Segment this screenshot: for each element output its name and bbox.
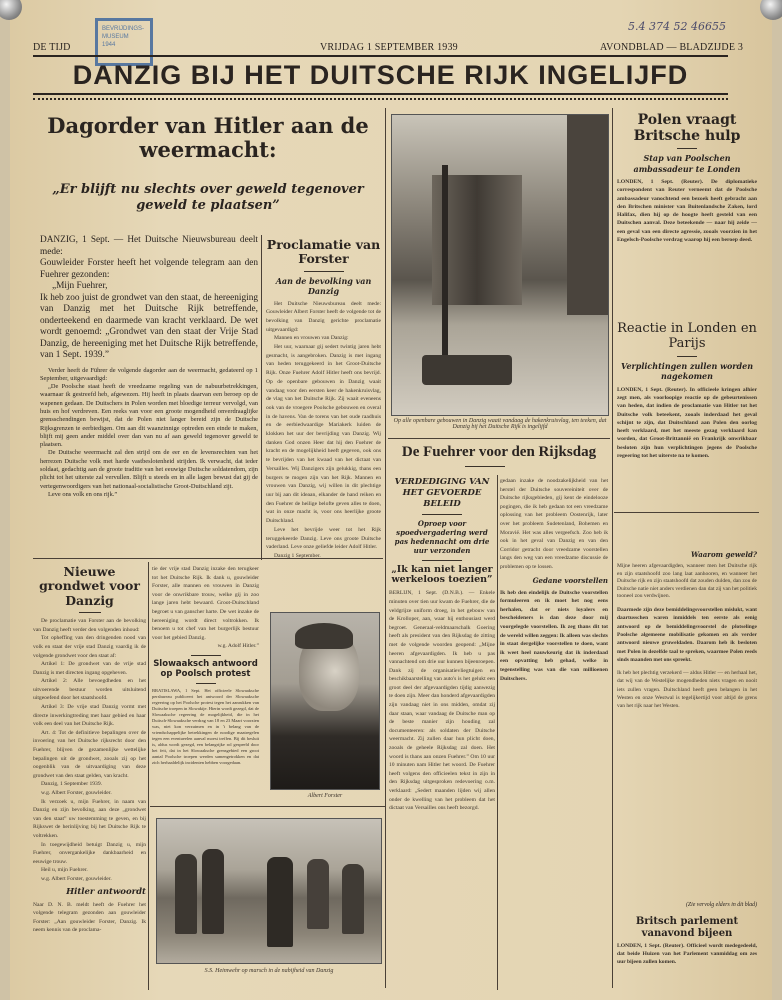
divider bbox=[150, 806, 385, 807]
grondwet-title: Nieuwe grondwet voor Danzig bbox=[39, 565, 140, 608]
body-text: Danzig 1 September. bbox=[274, 552, 321, 559]
body-text: BERLIJN, 1 Sept. (D.N.B.). — Enkele minuten over tien uur kwam de Fuehrer, die de veldgrijze uniform droeg, in het gebouw van de Krolloper, aan, waar hij enthousiast werd begroet. Generaal-veldmaarschalk Goering heeft als president van den Rijksdag de zitting met de volgende woorden geopend: „Mijne heeren afgevaardigden. Ik heb u pas vannachtend om drie uur kunnen bijeenroepen. Dank zij de organisatievliegtuigen en beschikbaarstelling van auto's is het gelukt een groot deel der afgevaardigden tijdig aanwezig te doen zijn. Meer dan honderd afgevaardigden zijn vandaag niet in ons midden, omdat zij daar staan, waar vandaag de Duitsche man op de beste manier zijn houding zal documenteeren: als soldaten der Duitsche weermacht. Zij zullen daar hun plicht doen, zooals de geheele Rijksdag zal doen. Het woord is thans aan onzen Fuehrer.” Om 10 uur 10 minuten nam Hitler het woord. De Fuehrer heeft volgens den officieelen tekst in zijn in den Rijksdag uitgesproken redevoering o.m. verklaard: „Sedert maanden lijden wij allen onder de kwelling van het probleem dat het dictaat van Versailles ons heeft bezorgd. bbox=[389, 590, 495, 812]
body-text: Leve ons volk en ons rijk.” bbox=[48, 490, 118, 498]
body-text: Artikel 3: De vrije stad Danzig vormt met directe inwerkingtreding met haar gebied en haar volk een deel van het Duitsche Rijk. bbox=[33, 704, 146, 728]
parlement-title: Britsch parlement vanavond bijeen bbox=[635, 916, 739, 939]
body-text: Ik verzoek u, mijn Fuehrer, in naam van Danzig en zijn bevolking, aan deze „grondwet van den staat” uw toestemming te geven, en bij Rijkswet de herinlijving bij het Duitsche Rijk te voltrekken. bbox=[33, 798, 146, 839]
rijksdag-quote-heading: „Ik kan niet langer werkeloos toezien” bbox=[391, 563, 493, 586]
proclamatie-title: Proclamatie van Forster bbox=[266, 237, 381, 267]
antwoord-continuation bbox=[152, 565, 259, 773]
divider bbox=[614, 512, 759, 513]
body-text: In toegewijdheid betuigt Danzig u, mijn Fuehrer, onvergankelijke dankbaarheid en eeuwige trouw. bbox=[33, 841, 146, 865]
dagorder-subtitle: „Er blijft nu slechts over geweld tegenover geweld te plaatsen” bbox=[52, 182, 364, 214]
body-text: Verder heeft de Führer de volgende dagorder aan de weermacht, gedateerd op 1 September, uitgevaardigd: bbox=[40, 366, 258, 382]
divider bbox=[33, 558, 383, 559]
main-headline: DANZIG BIJ HET DUITSCHE RIJK INGELIJFD bbox=[72, 60, 689, 90]
albert-forster-portrait-photo bbox=[270, 612, 380, 790]
body-text: De Duitsche weermacht zal den strijd om de eer en de levensrechten van het herrezen Duitsche volk met harde vastbeslotenheid strijden. Ik verwacht, dat ieder soldaat, gedachtig aan de groote traditie van het eeuwige Duitsche soldatendom, zijn plicht tot het uiterste zal vervullen. Blijft u steeds en in alle lagen bewust dat gij de vertegenwoordigers van het nationaal-socialistische Groot-Duitschland zijt. bbox=[40, 449, 258, 490]
body-text: gedaan inzake de noodzakelijkheid van het herstel der Duitsche souvereiniteit over de Duitsche rijksgebieden, gij kent de eindelooze pogingen, die ik heb gedaan tot een vreedzame oplossing van het probleem Oostenrijk, later over het probleem Sudetenland, Bohemen en Moravië. Het was alles vergeefsch. Zoo heb ik ook in het geval van Danzig en van den Corridor getracht door vreedzame voorstellen langs den weg van een vreedzame discussie de problemen op te lossen. bbox=[500, 478, 608, 570]
grondwet-article bbox=[33, 565, 146, 990]
slowaaksch-title: Slowaaksch antwoord op Poolsch protest bbox=[153, 658, 258, 679]
polen-title: Polen vraagt Britsche hulp bbox=[633, 112, 741, 145]
divider bbox=[33, 93, 728, 95]
body-text: „De Poolsche staat heeft de vreedzame regeling van de nabuurbetrekkingen, waarnaar ik gestreefd heb, afgewezen. Hij heeft in plaats daarvan een beroep op de wapenen gedaan. De Duitschers in Polen worden met bloedige terreur vervolgd, van huis en hof verdreven. Een reeks van voor een groote mogendheid onverdraaglijke grensschendingen bewijst, dat de Polen niet langer bereid zijn de Duitsche Rijksgrenzen te eerbiedigen. Om aan dit waanzinnige optreden een einde te maken, blijft mij geen ander middel over dan van nu af aan geweld tegenover geweld te plaatsen. bbox=[40, 383, 258, 449]
column-rule bbox=[385, 108, 386, 988]
polen-article bbox=[617, 112, 757, 244]
rijksdag-column-2 bbox=[500, 477, 608, 989]
body-text: Mijne heeren afgevaardigden, wanneer men het Duitsche rijk en zijn staatshoofd zoo lang laat aanhooren, en wanneer het Duitsche rijk en zijn staatshoofd dat zouden dulden, dan zou de Duitsche natie niet anders verdienen dan dat zij van het politiek tooneel zou verdwijnen. bbox=[617, 563, 757, 600]
body-text: Danzig, 1 September 1939. bbox=[41, 781, 103, 788]
body-text: Art. 4: Tot de definitieve bepalingen over de invoering van het Duitsche rijksrecht door den Fuehrer, blijven de gezamenlijke wettelijke bepalingen uit de grondwet, zooals zij op het oogenblik van de uitvaardiging van deze grondwet van den staat gelden, van kracht. bbox=[33, 729, 146, 779]
body-text: LONDEN, 1 Sept. (Reuter). De diplomatieke correspondent van Reuter verneemt dat de Poolsche ambassadeur vanochtend een bezoek heeft gebracht aan den Britschen minister van Buitenlandsche Zaken, lord Halifax, dien hij op de hoogte heeft gesteld van een Duitschen aanval. Deze beteekende — naar hij zeide — een geval van een directe agressie, zooals voorzien in het Engelsch-Poolsche verdrag waarop hij een beroep deed. bbox=[617, 178, 757, 244]
divider bbox=[388, 438, 610, 439]
lead-text: „Mijn Fuehrer, bbox=[52, 281, 108, 291]
danzig-photo-caption: Op alle openbare gebouwen in Danzig waait vandaag de hakenkruisvlag, ten teeken, dat Danzig bij het Duitsche Rijk is ingelijfd bbox=[393, 418, 607, 430]
antwoord-heading: Hitler antwoordt bbox=[66, 886, 146, 897]
column-rule bbox=[261, 235, 262, 560]
stamp-line: 1944 bbox=[102, 42, 116, 48]
signature-text: w.g. Adolf Hitler.” bbox=[217, 643, 259, 650]
lead-text: Gouwleider Forster heeft het volgende telegram aan den Fuehrer gezonden: bbox=[40, 258, 258, 280]
column-rule bbox=[497, 475, 498, 990]
danzig-street-photo bbox=[391, 114, 609, 416]
lead-text: Ik heb zoo juist de grondwet van den staat, de hereeniging van Danzig met het Duitsche Rijk betreffende, onderteekend en daarmede van kracht verklaard. De wet wordt genoemd: „Grondwet van den staat der Vrije Stad Danzig, de hereeniging met het Duitsche Rijk betreffende, van 1 Sept. 1939.” bbox=[40, 292, 258, 360]
stamp-line: BEVRIJDINGS- bbox=[102, 26, 145, 32]
divider bbox=[33, 98, 728, 100]
body-text: Artikel 2: Alle bevoegdheden en het uitvoerende bestuur worden uitsluitend uitgeoefend door het staatshoofd. bbox=[33, 678, 146, 702]
body-text: Artikel 1: De grondwet van de vrije stad Danzig is met directen ingang opgeheven. bbox=[33, 661, 146, 676]
dagorder-title: Dagorder van Hitler aan de weermacht: bbox=[47, 113, 369, 163]
issue-date: VRIJDAG 1 SEPTEMBER 1939 bbox=[320, 42, 458, 53]
edition-page: AVONDBLAD — BLADZIJDE 3 bbox=[600, 42, 744, 53]
section-heading: Gedane voorstellen bbox=[532, 575, 608, 585]
reactie-title: Reactie in Londen en Parijs bbox=[617, 321, 757, 351]
reactie-article bbox=[617, 322, 757, 460]
body-text: Tot opheffing van den dringenden nood van volk en staat der vrije stad Danzig vaardig ik de volgende grondwet voor den staat af: bbox=[33, 635, 146, 659]
divider bbox=[33, 55, 728, 57]
lead-text: DANZIG, 1 Sept. — Het Duitsche Nieuwsbureau deelt mede: bbox=[40, 235, 258, 257]
column-rule bbox=[612, 108, 613, 988]
dagorder-article bbox=[40, 235, 258, 499]
section-heading: Waarom geweld? bbox=[690, 550, 757, 559]
proclamatie-article bbox=[266, 238, 381, 608]
body-text: Heil u, mijn Fuehrer. bbox=[41, 867, 88, 874]
body-text: Leve het bevrijde weer tot het Rijk teruggekeerde Danzig. Leve ons groote Duitsche vaderland. Leve onze geliefde leider Adolf Hitler. bbox=[266, 526, 381, 551]
body-text: LONDEN, 1 Sept. (Reuter). Officieel wordt medegedeeld, dat beide Huizen van het Parlement vanmiddag om zes uur bijeen zullen komen. bbox=[617, 943, 757, 965]
reactie-subtitle: Verplichtingen zullen worden nagekomen bbox=[620, 360, 754, 382]
rijksdag-subtitle: Oproep voor spoedvergadering werd pas hedennacht om drie uur verzonden bbox=[394, 519, 490, 556]
body-text: Mannen en vrouwen van Danzig: bbox=[274, 335, 349, 342]
body-text: LONDEN, 1 Sept. (Reuter). In officieele kringen alhier zegt men, als voorloopige reactie op de gebeurtenissen van heden, dat indien de proclamatie van Hitler tot het Duitsche volk beteekent, zooals inderdaad het geval schijnt te zijn, dat Duitschland aan Polen den oorlog heeft verklaard, met het meeste gezag verklaard kan worden, dat Groot-Brittannië en Frankrijk onwrikbaar besloten zijn hun verplichtingen jegens de Poolsche regeering tot het uiterste na te komen. bbox=[617, 386, 757, 460]
continued-note: (Zie vervolg elders in dit blad) bbox=[686, 902, 757, 908]
rijksdag-column-1 bbox=[389, 477, 495, 989]
body-text: Daarmede zijn deze bemiddelingsvoorstellen mislukt, want daartusschen waren inmiddels ten eerste als eenig antwoord op de bemiddelingsvoorstel de plotselinge Poolsche algemeene mobilisatie gekomen en als verder antwoord nieuwe gruweldaden. Daarom heb ik besloten met Polen in dezelfde taal te spreken, waarmee Polen reeds sinds maanden met ons spreekt. bbox=[617, 607, 757, 663]
museum-stamp bbox=[95, 18, 153, 66]
column-rule bbox=[148, 562, 149, 990]
body-text: De proclamatie van Forster aan de bevolking van Danzig heeft verder den volgenden inhoud: bbox=[33, 618, 146, 633]
body-text: w.g. Albert Forster, gouwleider. bbox=[41, 790, 112, 796]
body-text: Het uur, waarnaar gij sedert twintig jaren hebt gesmacht, is aangebroken. Danzig is met ingang van heden teruggekeerd in het Groot-Duitsche Rijk. Onze Fuehrer Adolf Hitler heeft ons bevrijd. Op de openbare gebouwen in Danzig waait vandaag voor den eersten keer de hakenkruisvlag, de vlag van het Duitsche Rijk. Zij waait eveneens ook van de vroegere Poolsche gebouwen en overal in de havens. Van de torens van het oude raadhuis en de eerbiedwaardige Mariakerk luiden de klokken het uur der bevrijding van Danzig. Wij danken God onzen Heer dat hij den Fuehrer de kracht en de mogelijkheid heeft gegeven, ook ons te bevrijden van het kwaad van het dictaat van Versailles. Wij Danzigers zijn gelukkig, thans een burgers te mogen zijn van het Rijk. Mannen en vrouwen van Danzig, wij willen in dit plechtige uur bij aan dit ideaan, elkander de hand reiken en den Fuehrer de heilige belofte geven alles te doen, wat in onze macht is, voor ons heerlijke groote Duitschland. bbox=[266, 344, 381, 525]
rijksdag-title: De Fuehrer voor den Rijksdag bbox=[401, 444, 597, 460]
stamp-line: MUSEUM bbox=[102, 34, 129, 40]
parlement-article bbox=[617, 916, 757, 966]
waarom-section bbox=[617, 516, 757, 896]
body-text: Ik heb het plechtig verzekerd — aldus Hitler — en herhaal het, dat wij van de Westelijke mogendheden niets vragen en nooit iets zullen vragen. Duitschland heeft geen belangen in het Westen en onze Westwal is tegelijkertijd voor altijd de grens van het rijk naar het Westen. bbox=[617, 670, 757, 710]
troops-photo-caption: S.S. Heimwehr op marsch in de nabijheid van Danzig bbox=[204, 968, 334, 974]
paper-name: DE TIJD bbox=[33, 42, 71, 53]
body-text: tie der vrije stad Danzig inzake den terugkeer tot het Duitsche Rijk. Ik dank u, gouwleider Forster, alle mannen en vrouwen in Danzig voor de onwrikbare trouw, welke gij in zoo lange jaren hebt bewaard. Groot-Duitschland begroet u van ganscher harte. De wet inzake de hereeniging wordt direct voltrokken. Ik benoem u tot chef van het burgerlijk bestuur voor het gebied Danzig. bbox=[152, 566, 259, 641]
ss-heimwehr-troops-photo bbox=[156, 818, 382, 964]
body-text: Naar D. N. B. meldt heeft de Fuehrer het volgende telegram gezonden aan gouwleider Forster: „Aan gouwleider Forster, Danzig. Ik neem kennis van de proclama- bbox=[33, 901, 146, 934]
body-text: BRATISLAWA, 1 Sept. Het officieele Slowaaksche persbureau publiceert het antwoord der Slowaaksche regeering op het Poolsche protest tegen het aanrukken van Duitsche troepen in Slowakije. Hierin wordt gezegd, dat de Slowaaksche regeering de mogelijkheid, die in het Duitsch-Slowaaksche verdrag van 18 en 23 Maart voorzien was, niet kon verzuimen en in 't belang van de vriendschappelijke betrekkingen de noodige maatregelen tegen een eventueelen aanval moest treffen. Bij dit besluit is, aldus wordt gezegd, een belangrijke rol gespeeld door het feit, dat in het Slowaaksche grensgebied een groot aantal Poolsche troepen werden samengetrokken en dat zich herhaaldelijk incidenten hebben voorgedaan. bbox=[152, 688, 259, 766]
proclamatie-subtitle: Aan de bevolking van Danzig bbox=[275, 275, 372, 297]
polen-subtitle: Stap van Poolschen ambassadeur te Londen bbox=[633, 153, 741, 174]
body-text: Ik heb den eindelijk de Duitsche voorstellen formuleeren en ik moet het nog eens herhalen, dat er niets loyalers en bescheideners is dan deze door mij voorgelegde voorstellen. Ik zeg thans dit tot de wereld willen zeggen: Ik alleen was slechts in staat dergelijke voorstellen te doen, want ik weet heel nauwkeurig dat ik inderdaad een opvatting heb gehad, welke in tegenstelling was van die van millioenen Duitschers. bbox=[500, 589, 608, 682]
rijksdag-subtitle: VERDEDIGING VAN HET GEVOERDE BELEID bbox=[394, 477, 490, 510]
handwritten-archive-number: 5.4 374 52 46655 bbox=[628, 20, 726, 33]
body-text: Het Duitsche Nieuwsbureau deelt mede: Gouwleider Albert Forster heeft de volgende tot de bevolking van Danzig gerichte proclamatie uitgevaardigd: bbox=[266, 300, 381, 333]
body-text: w.g. Albert Forster, gouwleider. bbox=[41, 875, 112, 882]
forster-photo-caption: Albert Forster bbox=[307, 793, 343, 799]
